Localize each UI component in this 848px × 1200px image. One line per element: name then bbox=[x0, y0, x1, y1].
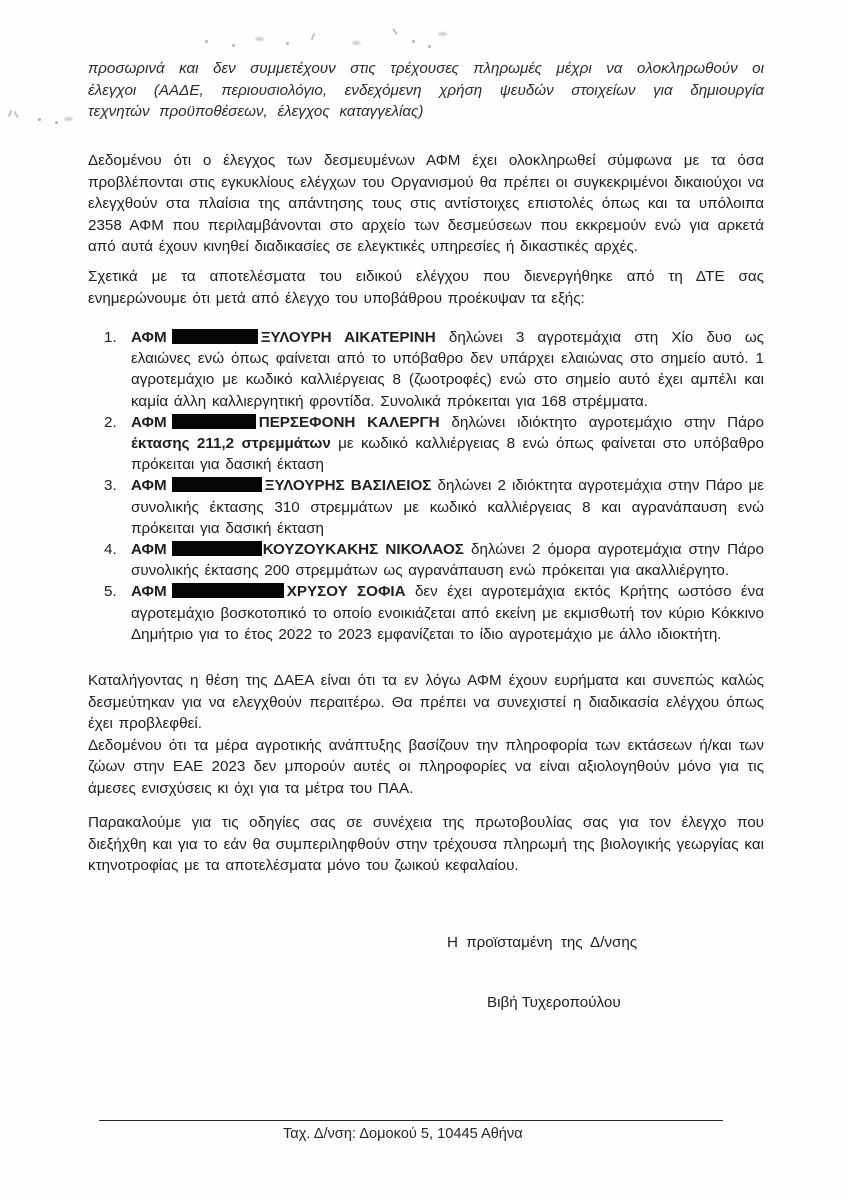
paragraph-text: Δεδομένου ότι ο έλεγχος των δεσμευμένων ΑΦΜ έχει ολοκληρωθεί σύμφωνα με τα όσα προβλέπονται στις εγκυκλίους ελέγχων του Οργανισμού θα πρέπει οι συγκεκριμένοι δικαιούχοι να ελεγχθούν στα πλαίσια της απάντησης τους στις αντίστοιχες επιστολές όπως και τα υπόλοιπα 2358 ΑΦΜ που περιλαμβάνονται στο αρχείο των δεσμεύσεων που εκκρεμούν ενώ για αρκετά από αυτά έχουν κινηθεί διαδικασίες σε ελεγκτικές υπηρεσίες ή δικαστικές αρχές. bbox=[88, 152, 764, 255]
conclusion-part-a: Καταλήγοντας η θέση της ΔΑΕΑ είναι ότι τα εν λόγω ΑΦΜ έχουν ευρήματα και συνεπώς καλώς δεσμεύτηκαν για να ελεγχθούν περαιτέρω. Θα πρέπει να συνεχιστεί η διαδικασία ελέγχου όπως έχει προβλεφθεί. bbox=[88, 672, 764, 732]
paragraph-text: Σχετικά με τα αποτελέσματα του ειδικού ελέγχου που διενεργήθηκε από τη ΔΤΕ σας ενημερώνουμε ότι μετά από έλεγχο του υποβάθρου προέκυψαν τα εξής: bbox=[88, 268, 764, 307]
redacted-afm-number bbox=[172, 329, 258, 344]
scan-artifact bbox=[8, 110, 12, 117]
person-name: ΞΥΛΟΥΡΗ ΑΙΚΑΤΕΡΙΝΗ bbox=[260, 329, 436, 346]
scan-artifact bbox=[392, 28, 397, 35]
intro-paragraph bbox=[88, 58, 764, 123]
afm-label: ΑΦΜ bbox=[131, 413, 167, 431]
finding-item-4 bbox=[104, 539, 764, 581]
scan-artifact bbox=[412, 40, 415, 43]
afm-label: ΑΦΜ bbox=[131, 583, 167, 601]
scan-artifact bbox=[13, 111, 18, 118]
person-name: ΞΥΛΟΥΡΗΣ ΒΑΣΙΛΕΙΟΣ bbox=[264, 477, 432, 495]
redacted-afm-number bbox=[172, 583, 284, 598]
finding-description: δηλώνει ιδιόκτητο αγροτεμάχιο στην Πάρο bbox=[439, 413, 764, 431]
afm-label: ΑΦΜ bbox=[131, 541, 167, 559]
afm-label: ΑΦΜ bbox=[131, 477, 167, 495]
footer-divider bbox=[99, 1120, 723, 1121]
finding-text bbox=[131, 412, 764, 476]
intro-text: προσωρινά και δεν συμμετέχουν στις τρέχουσες πληρωμές μέχρι να ολοκληρωθούν οι έλεγχοι (ΑΑΔΕ, περιουσιολόγιο, ενδεχόμενη χρήση ψευδών στοιχείων για δημιουργία τεχνητών προϋποθέσεων, έλεγχος καταγγελίας) bbox=[88, 60, 764, 120]
finding-item-3 bbox=[104, 475, 764, 539]
finding-description-cont: με κωδικό καλλιέργειας 8 ενώ όπως φαίνεται στο υπόβαθρο πρόκειται για δασική έκταση bbox=[131, 435, 764, 474]
person-name: ΧΡΥΣΟΥ ΣΟΦΙΑ bbox=[286, 583, 406, 601]
scan-artifact bbox=[311, 33, 315, 40]
person-name: ΚΟΥΖΟΥΚΑΚΗΣ ΝΙΚΟΛΑΟΣ bbox=[262, 541, 464, 559]
paragraph-text: Παρακαλούμε για τις οδηγίες σας σε συνέχεια της πρωτοβουλίας σας για τον έλεγχο που διεξήχθη και για το εάν θα συμπεριληφθούν στην τρέχουσα πληρωμή της βιολογικής γεωργίας και κτηνοτροφίας με τα αποτελέσματα μόνο του ζωικού κεφαλαίου. bbox=[88, 814, 764, 874]
paragraph-request bbox=[88, 812, 764, 877]
finding-text bbox=[131, 327, 764, 412]
scan-artifact bbox=[64, 117, 73, 121]
finding-description: δηλώνει 3 αγροτεμάχια στη Χίο δυο ως ελαιώνες ενώ όπως φαίνεται από το υπόβαθρο δεν υπάρχει ελαιώνας στο σημείο αυτό. 1 αγροτεμάχιο με κωδικό καλλιέργειας 8 (ζωοτροφές) ενώ στο σημείο αυτό έχει αμπέλι και καμία άλλη καλλιεργητική φροντίδα. Συνολικά πρόκειται για 168 στρέμματα. bbox=[131, 329, 765, 410]
finding-text bbox=[131, 539, 764, 581]
scan-artifact bbox=[55, 121, 58, 124]
person-name: ΠΕΡΣΕΦΟΝΗ ΚΑΛΕΡΓΗ bbox=[258, 413, 440, 431]
finding-text bbox=[131, 581, 764, 645]
finding-description: δηλώνει 2 ιδιόκτητα αγροτεμάχια στην Πάρο με συνολικής έκτασης 310 στρεμμάτων με κωδικό καλλιέργειας 8 και αγρανάπαυση ενώ πρόκειται για δασική έκταση bbox=[131, 477, 764, 537]
item-number: 5. bbox=[104, 583, 117, 601]
paragraph-audit-leadin bbox=[88, 266, 764, 309]
scan-artifact bbox=[255, 37, 264, 41]
item-number: 2. bbox=[104, 413, 117, 431]
finding-description: δεν έχει αγροτεμάχια εκτός Κρήτης ωστόσο ένα αγροτεμάχιο βοσκοτοπικό το οποίο ενοικιάζεται από εκείνη με εκμισθωτή τον κύριο Κόκκινο Δημήτριο για το έτος 2022 το 2023 εμφανίζεται το ίδιο αγροτεμάχιο με άλλο ιδιοκτήτη. bbox=[131, 583, 765, 643]
redacted-afm-number bbox=[172, 541, 262, 556]
conclusion-part-b: Δεδομένου ότι τα μέρα αγροτικής ανάπτυξης βασίζουν την πληροφορία των εκτάσεων ή/και των ζώων στην ΕΑΕ 2023 δεν μπορούν αυτές οι πληροφορίες να είναι αξιολογηθούν μόνο για τις άμεσες ενισχύσεις κι όχι για τα μέτρα του ΠΑΑ. bbox=[88, 736, 764, 797]
paragraph-blocked-afm bbox=[88, 150, 764, 258]
scan-artifact bbox=[38, 118, 41, 121]
scan-artifact bbox=[286, 42, 289, 45]
afm-label: ΑΦΜ bbox=[131, 329, 167, 346]
scan-artifact bbox=[428, 45, 431, 48]
footer-address: Ταχ. Δ/νση: Δομοκού 5, 10445 Αθήνα bbox=[283, 1126, 523, 1142]
finding-item-5 bbox=[104, 581, 764, 645]
signature-name: Βιβή Τυχεροπούλου bbox=[487, 994, 621, 1011]
finding-description: δηλώνει 2 όμορα αγροτεμάχια στην Πάρο συνολικής έκτασης 200 στρεμμάτων ως αγρανάπαυση ενώ πρόκειται για ακαλλιέργητο. bbox=[131, 541, 765, 580]
item-number: 4. bbox=[104, 541, 117, 559]
item-number: 3. bbox=[104, 477, 117, 495]
scan-artifact bbox=[438, 32, 447, 36]
scan-artifact bbox=[352, 41, 361, 45]
finding-bold-detail: έκτασης 211,2 στρεμμάτων bbox=[131, 435, 331, 453]
finding-text bbox=[131, 475, 764, 539]
item-number: 1. bbox=[104, 329, 117, 346]
paragraph-conclusion bbox=[88, 670, 764, 799]
redacted-afm-number bbox=[172, 477, 262, 492]
scan-artifact bbox=[232, 44, 235, 47]
scan-artifact bbox=[205, 40, 208, 43]
findings-list bbox=[104, 327, 764, 645]
finding-item-1 bbox=[104, 327, 764, 412]
signature-title: Η προϊσταμένη της Δ/νσης bbox=[447, 934, 638, 951]
redacted-afm-number bbox=[172, 414, 256, 429]
finding-item-2 bbox=[104, 412, 764, 476]
